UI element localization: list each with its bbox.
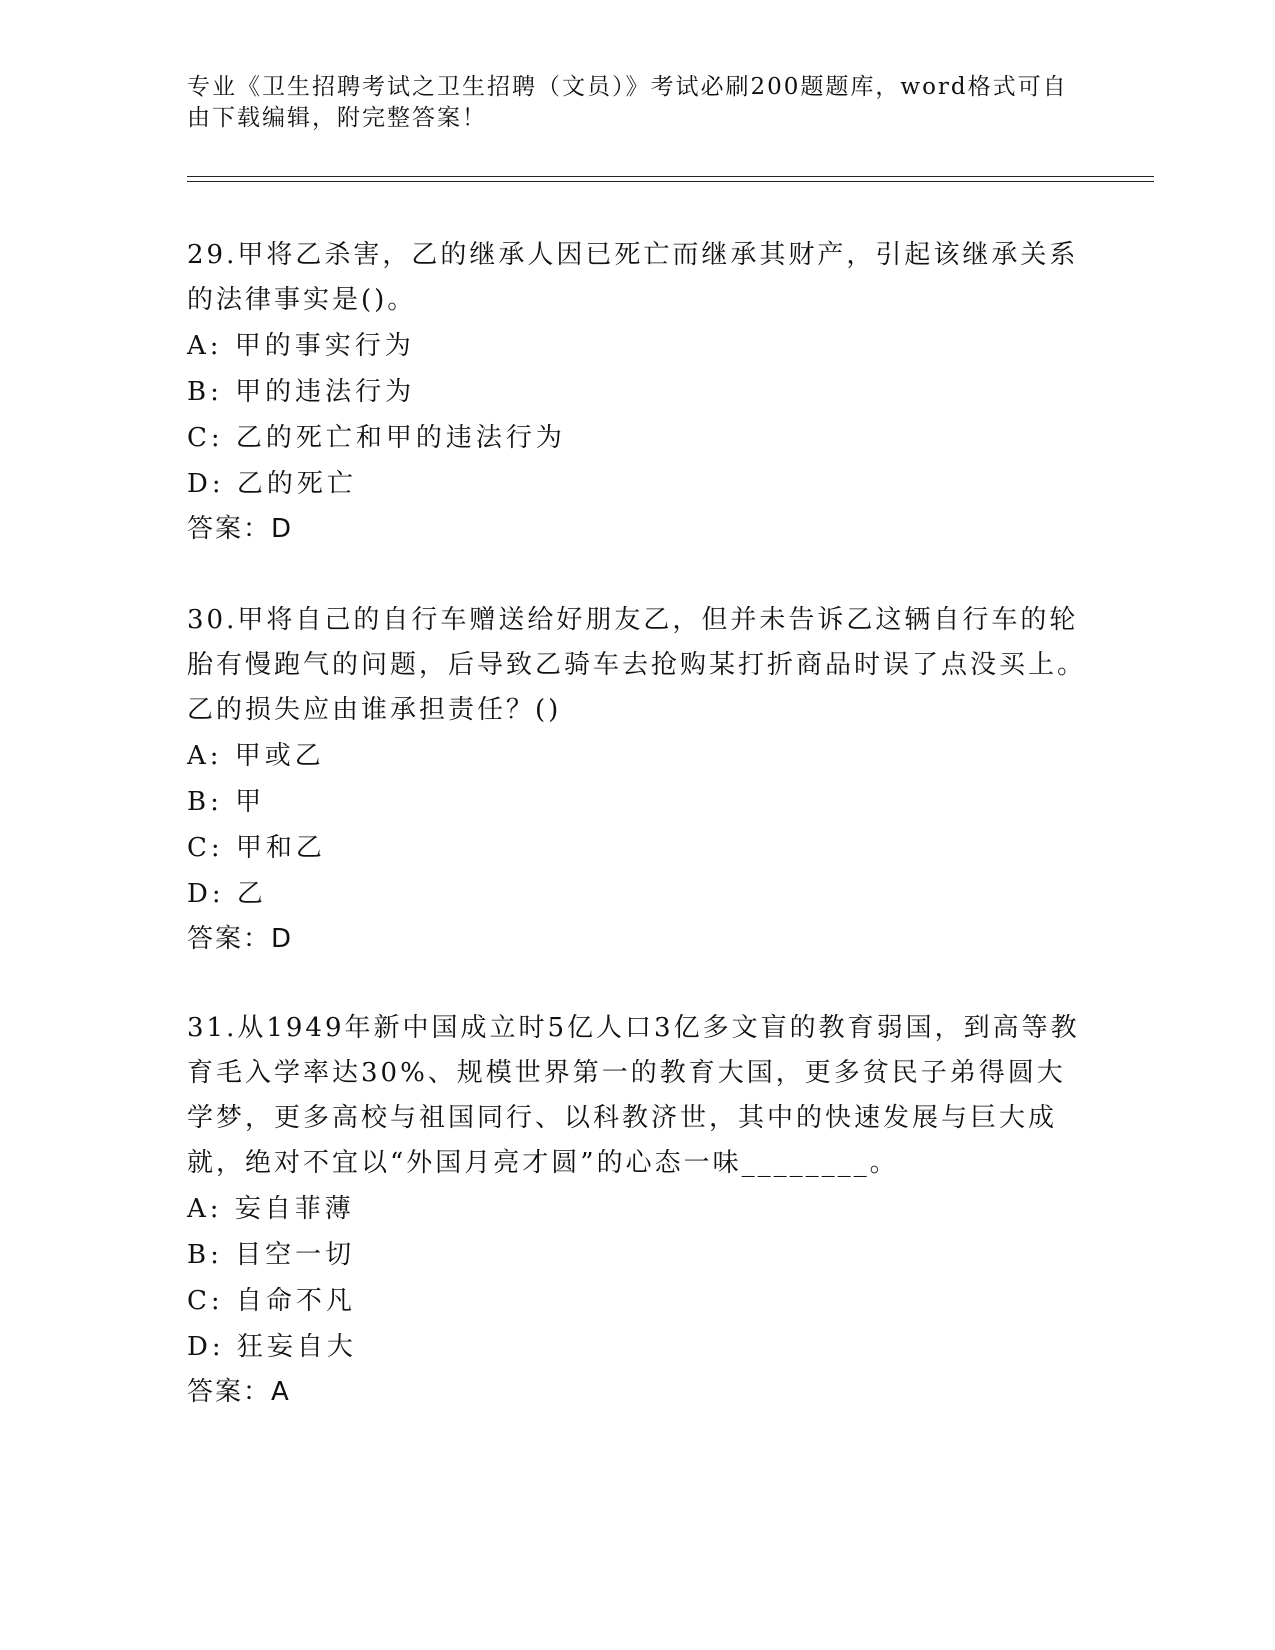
option-d: D: 乙的死亡 xyxy=(187,469,357,499)
header-divider-bottom xyxy=(187,181,1154,182)
option-c: C: 甲和乙 xyxy=(187,833,326,863)
question-stem: 29.甲将乙杀害，乙的继承人因已死亡而继承其财产，引起该继承关系的法律事实是()。 xyxy=(187,240,1079,315)
answer: 答案：A xyxy=(187,1377,291,1407)
document-header: 专业《卫生招聘考试之卫生招聘（文员）》考试必刷200题题库，word格式可自由下载编辑，附完整答案！ xyxy=(187,74,1068,131)
question-29 xyxy=(187,233,1087,552)
header-divider-top xyxy=(187,176,1154,177)
question-31 xyxy=(187,1006,1087,1415)
question-stem: 30.甲将自己的自行车赠送给好朋友乙，但并未告诉乙这辆自行车的轮胎有慢跑气的问题，后导致乙骑车去抢购某打折商品时误了点没买上。乙的损失应由谁承担责任？() xyxy=(187,605,1087,725)
answer: 答案：D xyxy=(187,924,294,954)
option-a: A: 妄自菲薄 xyxy=(187,1194,355,1224)
option-a: A: 甲或乙 xyxy=(187,741,325,771)
option-d: D: 乙 xyxy=(187,879,267,909)
question-30 xyxy=(187,598,1087,962)
option-b: B: 甲的违法行为 xyxy=(187,377,416,407)
option-b: B: 甲 xyxy=(187,787,266,817)
option-b: B: 目空一切 xyxy=(187,1240,356,1270)
question-stem: 31.从1949年新中国成立时5亿人口3亿多文盲的教育弱国，到高等教育毛入学率达30%、规模世界第一的教育大国，更多贫民子弟得圆大学梦，更多高校与祖国同行、以科教济世，其中的快速发展与巨大成就，绝对不宜以“外国月亮才圆”的心态一味________。 xyxy=(187,1013,1080,1178)
option-a: A: 甲的事实行为 xyxy=(187,331,415,361)
option-d: D: 狂妄自大 xyxy=(187,1332,357,1362)
page-header xyxy=(187,72,1147,134)
option-c: C: 自命不凡 xyxy=(187,1286,356,1316)
answer: 答案：D xyxy=(187,514,294,544)
option-c: C: 乙的死亡和甲的违法行为 xyxy=(187,423,566,453)
